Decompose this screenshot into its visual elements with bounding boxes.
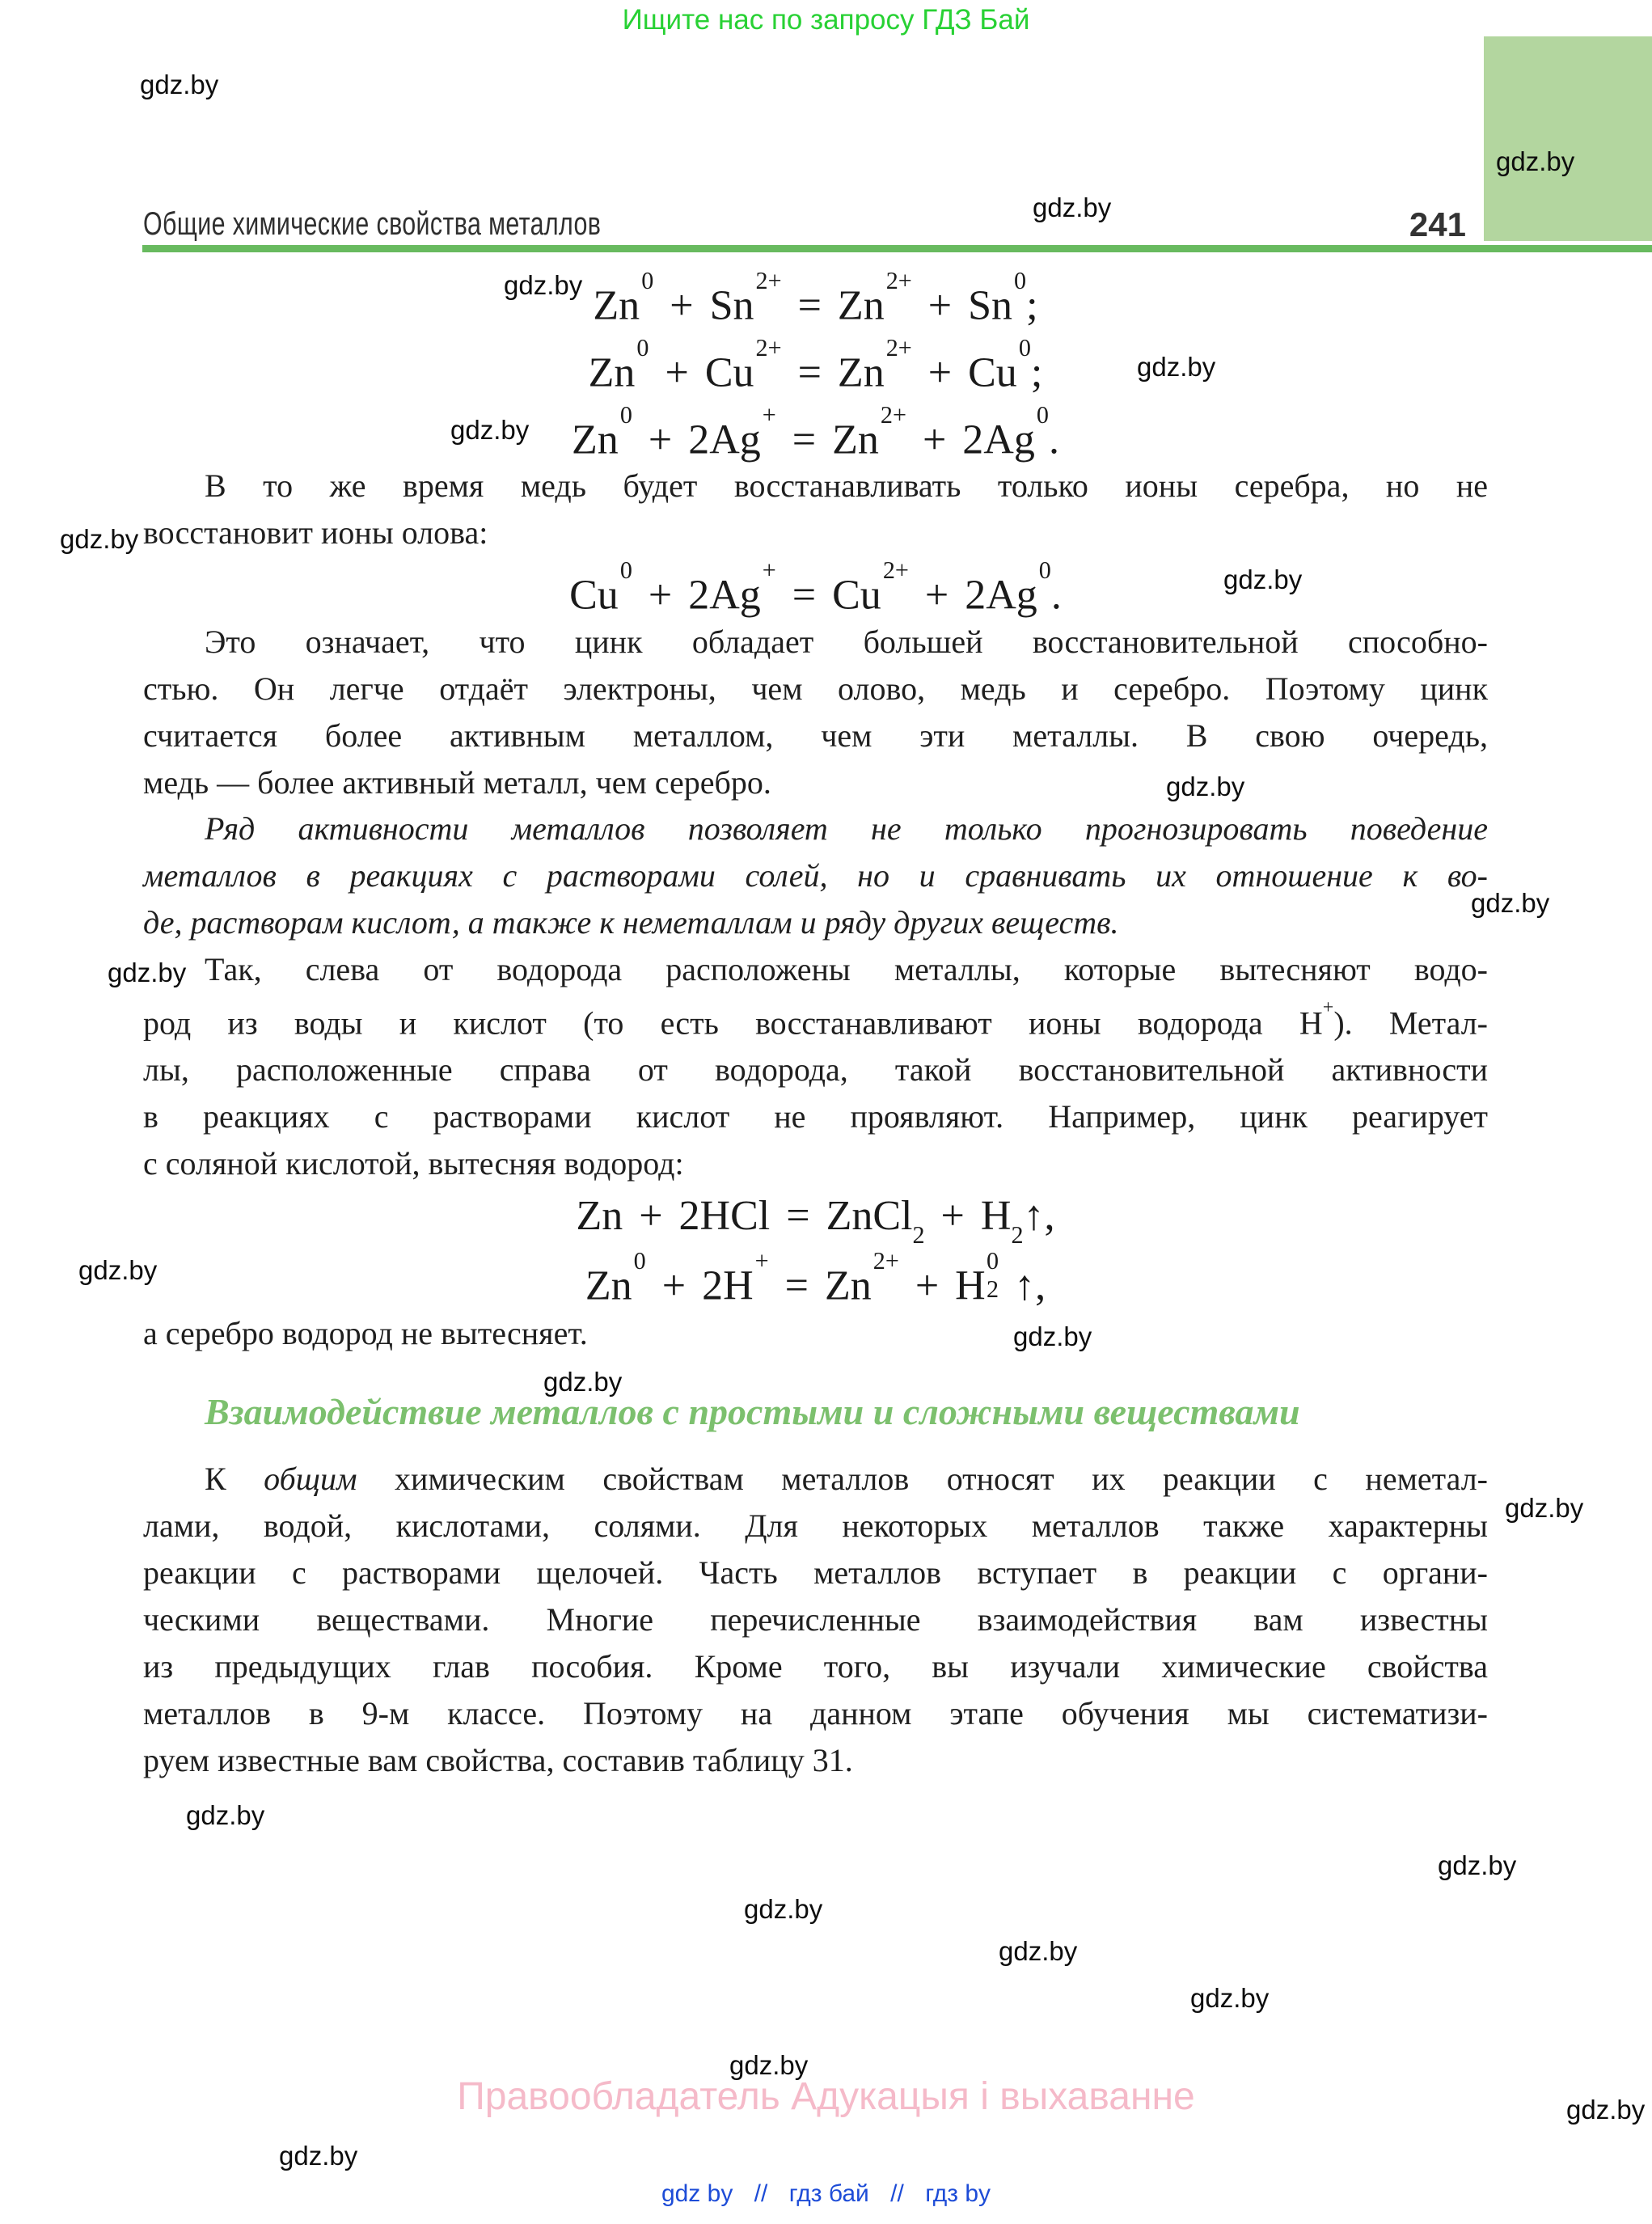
text-line: а серебро водород не вытесняет. [143, 1315, 588, 1351]
footer-link-gdz-by-2[interactable]: гдз by [925, 2180, 991, 2207]
gdz-watermark: gdz.by [78, 1255, 158, 1285]
text-line: в реакциях с растворами кислот не проявляют. Например, цинк реагирует [143, 1098, 1488, 1135]
header-rule [142, 245, 1652, 252]
gdz-watermark: gdz.by [999, 1936, 1078, 1966]
text-line: К общим химическим свойствам металлов относят их реакции с неметал- [205, 1461, 1488, 1497]
equation-zn-ag: $Zn^0 + 2Ag^+ = Zn^{2+} + 2Ag^0$. [572, 401, 1059, 463]
gdz-watermark: gdz.by [729, 2050, 809, 2080]
gdz-watermark: gdz.by [1566, 2095, 1646, 2125]
paragraph-hydrogen-displacement [143, 946, 1488, 1187]
equation-zn-cu: $Zn^0 + Cu^{2+} = Zn^{2+} + Cu^0$; [588, 334, 1043, 396]
text-line: лы, расположенные справа от водорода, такой восстановительной активности [143, 1051, 1488, 1089]
gdz-watermark: gdz.by [140, 70, 219, 99]
paragraph-activity-series [143, 805, 1488, 946]
text-line: В то же время медь будет восстанавливать только ионы серебра, но не [205, 467, 1488, 504]
copyright-notice: Правообладатель Адукацыя і выхаванне [457, 2075, 1195, 2118]
gdz-watermark: gdz.by [1166, 772, 1245, 801]
gdz-watermark: gdz.by [1033, 192, 1112, 222]
text-line: Ряд активности металлов позволяет не только прогнозировать поведение [205, 810, 1488, 847]
text-line: Это означает, что цинк обладает большей восстановительной способно- [205, 624, 1488, 660]
text-line: считается более активным металлом, чем эти металлы. В свою очередь, [143, 717, 1488, 754]
gdz-watermark: gdz.by [1438, 1850, 1517, 1880]
footer-link-gdz-bai[interactable]: гдз бай [788, 2180, 869, 2207]
gdz-watermark: gdz.by [1013, 1321, 1092, 1351]
text-line: стью. Он легче отдаёт электроны, чем олово, медь и серебро. Поэтому цинк [143, 670, 1488, 707]
paragraph-copper-restores [143, 463, 1488, 556]
page-corner-highlight [1484, 36, 1652, 241]
text-line: с соляной кислотой, вытесняя водород: [143, 1145, 684, 1182]
gdz-watermark: gdz.by [60, 524, 139, 554]
link-separator: // [754, 2180, 768, 2207]
text-line: лами, водой, кислотами, солями. Для некоторых металлов также характерны [143, 1507, 1488, 1544]
gdz-watermark: gdz.by [543, 1367, 623, 1397]
equation-zn-h-ion: $Zn^0 + 2H^+ = Zn^{2+} + H$ 0 2 ↑, [585, 1247, 1046, 1309]
gdz-watermark: gdz.by [450, 415, 530, 445]
text-line: руем известные вам свойства, составив таблицу 31. [143, 1742, 853, 1778]
text-line: металлов в реакциях с растворами солей, но и сравнивать их отношение к во- [143, 857, 1488, 894]
promo-banner-text: Ищите нас по запросу ГДЗ Бай [622, 4, 1030, 36]
gdz-watermark: gdz.by [108, 958, 187, 987]
text-line: металлов в 9-м классе. Поэтому на данном этапе обучения мы систематизи- [143, 1695, 1488, 1731]
footer-link-gdz-by-1[interactable]: gdz by [661, 2180, 733, 2207]
gdz-watermark: gdz.by [1471, 888, 1550, 918]
page-header [143, 206, 746, 242]
equation-zn-hcl: Zn + 2HCl = ZnCl$_2$ + $H_2↑$, [576, 1193, 1055, 1249]
paragraph-general-properties [143, 1456, 1488, 1784]
text-line: медь — более активный металл, чем серебро. [143, 764, 771, 801]
text-line: ческими веществами. Многие перечисленные взаимодействия вам известны [143, 1601, 1488, 1638]
gdz-watermark: gdz.by [1223, 564, 1303, 594]
gdz-watermark: gdz.by [186, 1800, 265, 1830]
text-line: Так, слева от водорода расположены металлы, которые вытесняют водо- [205, 951, 1488, 987]
gdz-watermark: gdz.by [1190, 1983, 1270, 2013]
text-line: де, растворам кислот, а также к неметаллам и ряду других веществ. [143, 904, 1119, 941]
equation-zn-sn: $Zn^0 + Sn^{2+} = Zn^{2+} + Sn^0$; [593, 267, 1038, 329]
footer-links [0, 2180, 1652, 2209]
page-title: Общие химические свойства металлов [143, 206, 602, 242]
gdz-watermark: gdz.by [504, 270, 583, 300]
section-heading: Взаимодействие металлов с простыми и сложными веществами [205, 1391, 1300, 1432]
text-line: реакции с растворами щелочей. Часть металлов вступает в реакции с органи- [143, 1554, 1488, 1591]
gdz-watermark: gdz.by [1505, 1493, 1584, 1523]
paragraph-silver-no-displacement [143, 1310, 1488, 1357]
text-line: из предыдущих глав пособия. Кроме того, вы изучали химические свойства [143, 1648, 1488, 1685]
gdz-watermark: gdz.by [744, 1894, 823, 1924]
page-number: 241 [1409, 205, 1466, 243]
text-line: восстановит ионы олова: [143, 514, 488, 551]
text-line: род из воды и кислот (то есть восстанавливают ионы водорода H+). Метал- [143, 997, 1489, 1042]
paragraph-zinc-activity [143, 619, 1488, 806]
equation-cu-ag: $Cu^0 + 2Ag^+ = Cu^{2+} + 2Ag^0$. [569, 556, 1062, 619]
gdz-watermark: gdz.by [1137, 352, 1216, 382]
gdz-watermark: gdz.by [1496, 146, 1575, 176]
gdz-watermark: gdz.by [279, 2141, 358, 2171]
link-separator: // [890, 2180, 904, 2207]
